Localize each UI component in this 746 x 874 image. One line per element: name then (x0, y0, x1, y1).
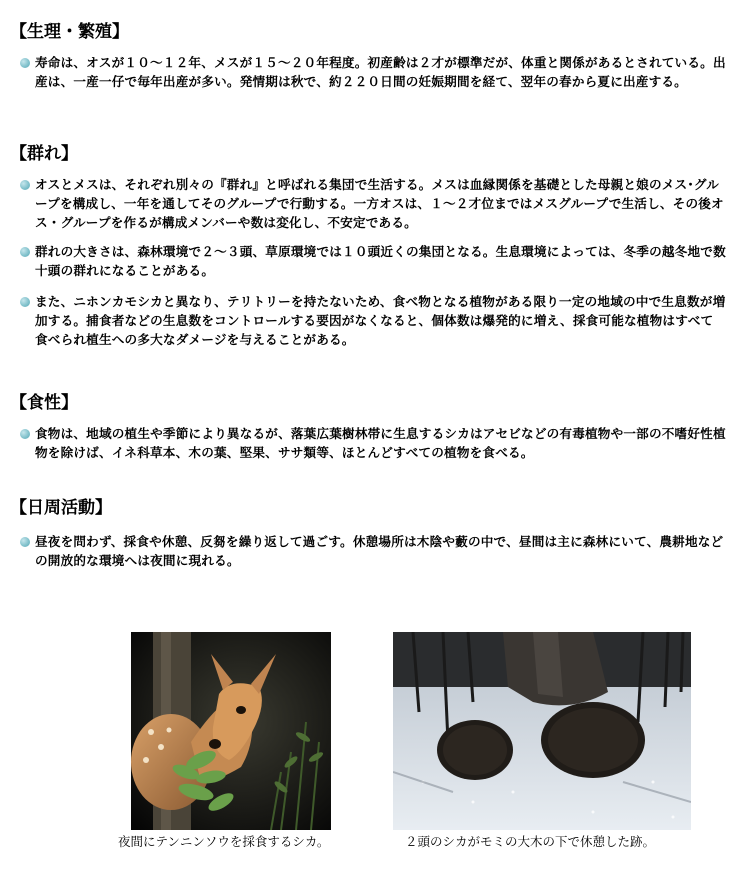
section-title-physiology: 【生理・繁殖】 (10, 22, 129, 42)
bullet-dot-icon (20, 180, 30, 190)
bullet-text: オスとメスは、それぞれ別々の『群れ』と呼ばれる集団で生活する。メスは血縁関係を基礎とした母親と娘のメス･グループを構成し、一年を通してそのグループで行動する。一方オスは、１～２才位まではメスグループで生活し、その後オス・グループを作るが構成メンバーや数は変化し、不安定である。 (35, 177, 724, 230)
bullet-text: 群れの大きさは、森林環境で２～３頭、草原環境では１０頭近くの集団となる。生息環境によっては、冬季の越冬地で数十頭の群れになることがある。 (35, 244, 726, 278)
bullet-dot-icon (20, 247, 30, 257)
bullet-dot-icon (20, 58, 30, 68)
section-title-herd: 【群れ】 (10, 144, 78, 164)
bullet-herd-1 (20, 175, 726, 232)
photo-caption-2: ２頭のシカがモミの大木の下で休憩した跡。 (405, 834, 656, 849)
photo-caption-1: 夜間にテンニンソウを採食するシカ。 (118, 834, 330, 849)
bullet-physiology-1 (20, 53, 726, 91)
photo-resting-marks-in-snow (393, 632, 691, 830)
section-title-diet: 【食性】 (10, 393, 78, 413)
bullet-diet-1 (20, 424, 726, 462)
bullet-text: 食物は、地域の植生や季節により異なるが、落葉広葉樹林帯に生息するシカはアセビなどの有毒植物や一部の不嗜好性植物を除けば、イネ科草本、木の葉、堅果、ササ類等、ほとんどすべての植物を食べる。 (35, 426, 726, 460)
bullet-text: また、ニホンカモシカと異なり、テリトリーを持たないため、食べ物となる植物がある限り一定の地域の中で生息数が増加する。捕食者などの生息数をコントロールする要因がなくなると、個体数は爆発的に増え、採食可能な植物はすべて食べられ植生への多大なダメージを与えることがある。 (35, 294, 726, 347)
bullet-dot-icon (20, 297, 30, 307)
bullet-herd-3 (20, 292, 726, 349)
section-title-daily-activity: 【日周活動】 (10, 498, 112, 518)
bullet-dot-icon (20, 537, 30, 547)
bullet-text: 寿命は、オスが１０～１２年、メスが１５～２０年程度。初産齢は２才が標準だが、体重と関係があるとされている。出産は、一産一仔で毎年出産が多い。発情期は秋で、約２２０日間の妊娠期間を経て、翌年の春から夏に出産する。 (35, 55, 726, 89)
bullet-text: 昼夜を問わず、採食や休憩、反芻を繰り返して過ごす。休憩場所は木陰や藪の中で、昼間は主に森林にいて、農耕地などの開放的な環境へは夜間に現れる。 (35, 534, 724, 568)
bullet-herd-2 (20, 242, 726, 280)
photo-deer-feeding-at-night (131, 632, 331, 830)
bullet-dot-icon (20, 429, 30, 439)
bullet-daily-activity-1 (20, 532, 726, 570)
